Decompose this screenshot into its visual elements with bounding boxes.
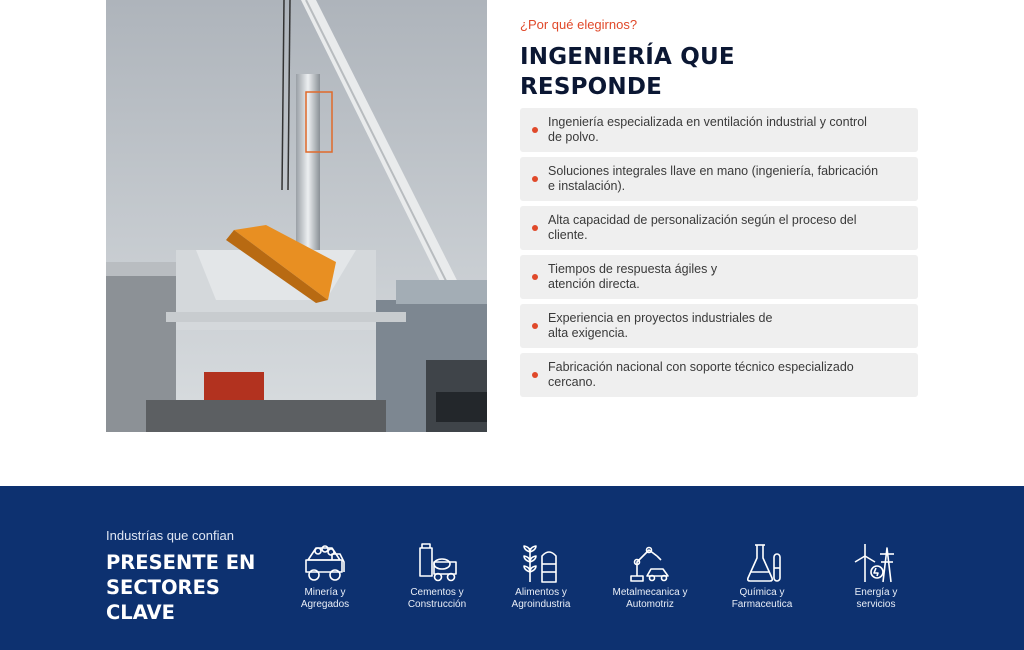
industrial-fan-installation-photo [106, 0, 487, 432]
industry-label-line: Energía y [854, 587, 898, 598]
benefit-text-line: de polvo. [548, 130, 599, 144]
bullet-dot-icon [532, 274, 538, 280]
benefit-text-line: Ingeniería especializada en ventilación industrial y control [548, 115, 867, 129]
why-headline-line: RESPONDE [520, 74, 663, 100]
industry-label-line: Agregados [300, 599, 350, 610]
industry-label-line: Automotriz [626, 599, 674, 610]
benefit-item [520, 108, 918, 152]
benefit-text-line: atención directa. [548, 277, 640, 291]
industry-label-line: Agroindustria [511, 599, 571, 610]
wind-tower-icon [853, 542, 899, 584]
industry-automotive[interactable] [595, 542, 705, 611]
bullet-dot-icon [532, 372, 538, 378]
mining-truck-icon [302, 542, 348, 584]
industries-title [106, 550, 255, 625]
bullet-dot-icon [532, 176, 538, 182]
lab-flask-icon [739, 542, 785, 584]
benefits-list [520, 108, 918, 402]
industry-label-line: Farmaceutica [731, 599, 793, 610]
benefit-text-line: cercano. [548, 375, 596, 389]
robot-arm-car-icon [627, 542, 673, 584]
benefit-item [520, 157, 918, 201]
cement-mixer-icon [414, 542, 460, 584]
industries-title-line: CLAVE [106, 601, 175, 624]
industry-mining[interactable] [270, 542, 380, 611]
grain-silo-icon [518, 542, 564, 584]
bullet-dot-icon [532, 225, 538, 231]
benefit-text-line: Tiempos de respuesta ágiles y [548, 262, 718, 276]
industry-label-line: Metalmecanica y [612, 587, 688, 598]
benefit-text-line: e instalación). [548, 179, 626, 193]
industry-food[interactable] [486, 542, 596, 611]
industry-label-line: Cementos y [410, 587, 464, 598]
industry-energy[interactable] [821, 542, 931, 611]
benefit-text-line: Fabricación nacional con soporte técnico especializado [548, 360, 854, 374]
bullet-dot-icon [532, 127, 538, 133]
industry-cement[interactable] [382, 542, 492, 611]
industry-label-line: Química y [739, 587, 785, 598]
benefit-item [520, 206, 918, 250]
why-headline [520, 42, 735, 102]
benefit-text-line: Alta capacidad de personalización según el proceso del [548, 213, 857, 227]
why-headline-line: INGENIERÍA QUE [520, 44, 735, 70]
benefit-text-line: Soluciones integrales llave en mano (ingeniería, fabricación [548, 164, 879, 178]
industry-chemical[interactable] [707, 542, 817, 611]
benefit-text-line: Experiencia en proyectos industriales de [548, 311, 773, 325]
industries-title-line: SECTORES [106, 576, 220, 599]
industries-band [0, 486, 1024, 650]
industries-title-line: PRESENTE EN [106, 551, 256, 574]
benefit-item [520, 353, 918, 397]
benefit-text-line: alta exigencia. [548, 326, 628, 340]
industry-label-line: servicios [856, 599, 896, 610]
industry-label-line: Alimentos y [515, 587, 567, 598]
industry-label-line: Minería y [304, 587, 346, 598]
why-eyebrow: ¿Por qué elegirnos? [520, 17, 638, 32]
benefit-item [520, 304, 918, 348]
benefit-text-line: cliente. [548, 228, 588, 242]
benefit-item [520, 255, 918, 299]
industry-label-line: Construcción [407, 599, 467, 610]
industries-eyebrow: Industrías que confian [106, 528, 234, 543]
bullet-dot-icon [532, 323, 538, 329]
